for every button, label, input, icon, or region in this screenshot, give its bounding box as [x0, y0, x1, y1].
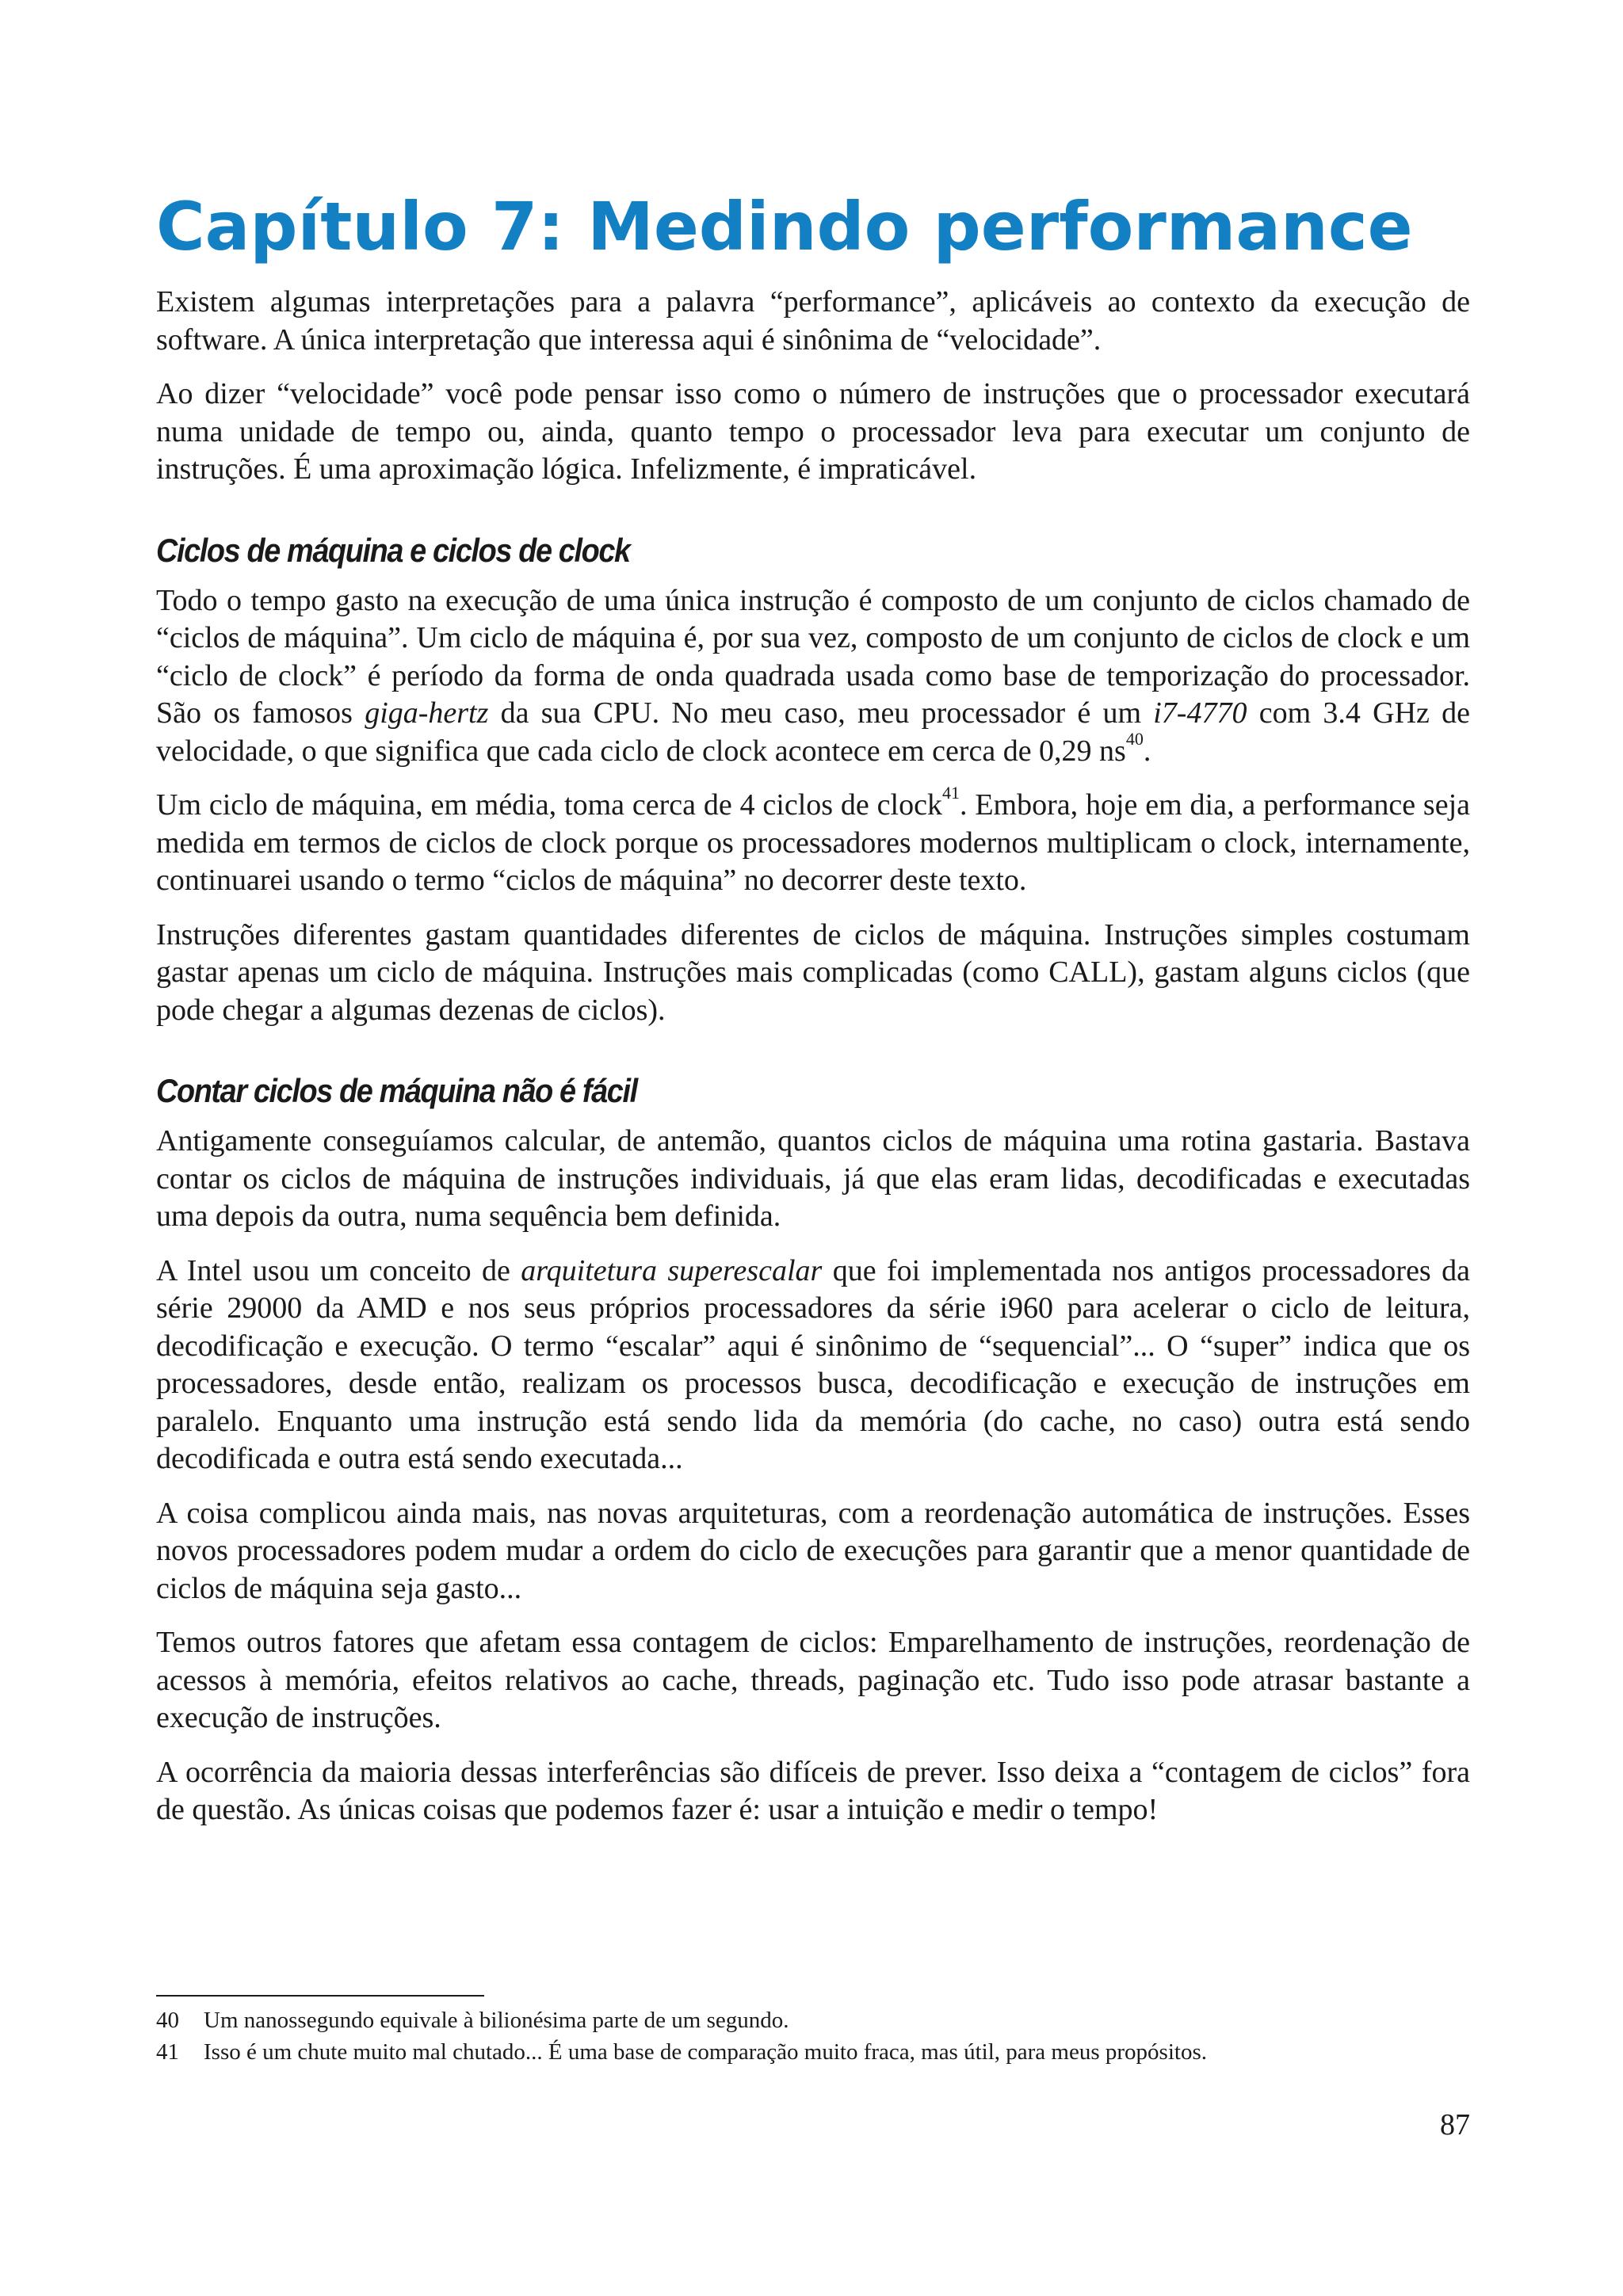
section1-paragraph-3: Instruções diferentes gastam quantidades diferentes de ciclos de máquina. Instruções simples costumam gastar apenas um ciclo de máquina. Instruções mais complicadas (como CALL), gastam alguns ciclos (que pode chegar a algumas dezenas de ciclos). [156, 917, 1470, 1027]
footnote-ref-40[interactable]: 40 [1125, 728, 1144, 749]
footnote-ref-41[interactable]: 41 [941, 783, 960, 803]
section2-paragraph-2 [156, 1253, 1470, 1478]
section-heading-ciclos: Ciclos de máquina e ciclos de clock [156, 531, 630, 569]
chapter-title: Capítulo 7: Medindo performance [156, 188, 1413, 265]
text-run: com 3.4 GHz de velocidade, o que significa que cada ciclo de clock acontece em cerca de 0,29 ns [156, 696, 1470, 768]
body-text [156, 284, 1470, 1846]
text-run: Todo o tempo gasto na execução de uma única instrução é composto de um conjunto de ciclos chamado de “ciclos de máquina”. Um ciclo de máquina é, por sua vez, composto de um conjunto de ciclos de clock e um “ciclo de clock” é período da forma de onda quadrada usada como base de temporização do processador. São os famosos [156, 583, 1470, 730]
section2-paragraph-3: A coisa complicou ainda mais, nas novas arquiteturas, com a reordenação automática de instruções. Esses novos processadores podem mudar a ordem do ciclo de execuções para garantir que a menor quantidade de ciclos de máquina seja gasto... [156, 1496, 1470, 1605]
footnote-text: Um nanossegundo equivale à bilionésima parte de um segundo. [204, 2008, 789, 2033]
text-run: Um ciclo de máquina, em média, toma cerca de 4 ciclos de clock [156, 788, 942, 822]
emphasis-superescalar: arquitetura superescalar [521, 1253, 823, 1287]
section1-paragraph-1 [156, 582, 1470, 771]
text-run: . Embora, hoje em dia, a performance seja medida em termos de ciclos de clock porque os processadores modernos multiplicam o clock, internamente, continuarei usando o termo “ciclos de máquina” no decorrer deste texto. [156, 788, 1471, 897]
text-run: . [1143, 734, 1151, 768]
text-run: da sua CPU. No meu caso, meu processador é um [488, 696, 1154, 730]
section2-paragraph-4: Temos outros fatores que afetam essa contagem de ciclos: Emparelhamento de instruções, reordenação de acessos à memória, efeitos relativos ao cache, threads, paginação etc. Tudo isso pode atrasar bastante a execução de instruções. [156, 1626, 1470, 1734]
section2-paragraph-1: Antigamente conseguíamos calcular, de antemão, quantos ciclos de máquina uma rotina gastaria. Bastava contar os ciclos de máquina de instruções individuais, já que elas eram lidas, decodificadas e executadas uma depois da outra, numa sequência bem definida. [156, 1124, 1470, 1233]
footnote-40 [156, 2004, 1470, 2036]
page-number: 87 [1440, 2108, 1470, 2142]
intro-paragraph-1: Existem algumas interpretações para a palavra “performance”, aplicáveis ao contexto da execução de software. A única interpretação que interessa aqui é sinônima de “velocidade”. [156, 285, 1470, 357]
footnote-text: Isso é um chute muito mal chutado... É uma base de comparação muito fraca, mas útil, para meus propósitos. [204, 2039, 1207, 2065]
text-run: que foi implementada nos antigos processadores da série 29000 da AMD e nos seus próprios processadores da série i960 para acelerar o ciclo de leitura, decodificação e execução. O termo “escalar” aqui é sinônimo de “sequencial”... O “super” indica que os processadores, desde então, realizam os processos busca, decodificação e execução de instruções em paralelo. Enquanto uma instrução está sendo lida da memória (do cache, no caso) outra está sendo decodificada e outra está sendo executada... [156, 1253, 1470, 1475]
section2-paragraph-5: A ocorrência da maioria dessas interferências são difíceis de prever. Isso deixa a “contagem de ciclos” fora de questão. As únicas coisas que podemos fazer é: usar a intuição e medir o tempo! [156, 1755, 1470, 1826]
footnote-41 [156, 2036, 1470, 2068]
footnote-divider [156, 1995, 484, 1997]
intro-paragraph-2: Ao dizer “velocidade” você pode pensar isso como o número de instruções que o processador executará numa unidade de tempo ou, ainda, quanto tempo o processador leva para executar um conjunto de instruções. É uma aproximação lógica. Infelizmente, é impraticável. [156, 377, 1470, 486]
footnote-number: 41 [156, 2039, 179, 2065]
emphasis-giga-hertz: giga-hertz [365, 696, 489, 730]
emphasis-processor-model: i7-4770 [1153, 696, 1247, 730]
text-run: A Intel usou um conceito de [156, 1253, 521, 1287]
section-heading-contar-ciclos: Contar ciclos de máquina não é fácil [156, 1072, 637, 1109]
footnotes [156, 2004, 1470, 2068]
section1-paragraph-2 [156, 783, 1471, 900]
footnote-number: 40 [156, 2008, 179, 2033]
